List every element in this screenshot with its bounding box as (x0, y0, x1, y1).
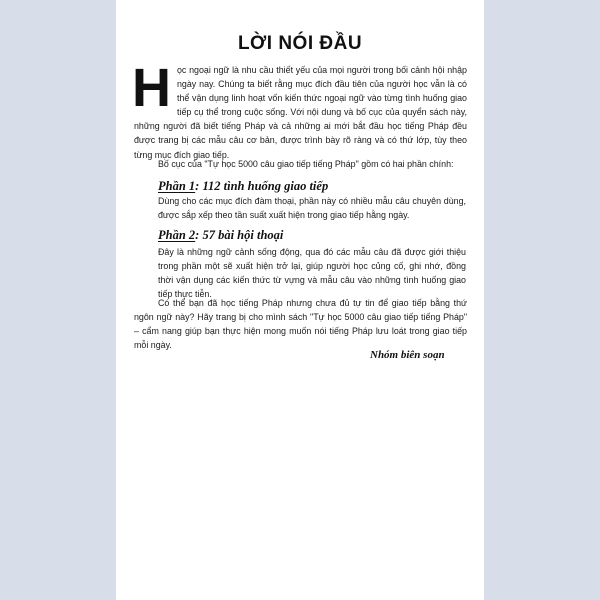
part2-heading (158, 228, 283, 243)
part1-description: Dùng cho các mục đích đàm thoại, phần này có nhiều mẫu câu chuyên dùng, được sắp xếp theo tần suất xuất hiện trong giao tiếp hằng ngày. (158, 196, 466, 221)
page-title: LỜI NÓI ĐẦU (237, 33, 363, 54)
closing-after: – cẩm nang giúp bạn thực hiện mong muốn nói tiếng Pháp lưu loát trong giao tiếp mỗi ngày. (134, 326, 467, 351)
structure-book-title: "Tự học 5000 câu giao tiếp tiếng Pháp" (204, 159, 359, 169)
background-right (484, 0, 600, 600)
background-left (0, 0, 116, 600)
structure-after: gồm có hai phần chính: (358, 159, 454, 169)
structure-paragraph (134, 157, 467, 171)
part1-label: Phần 1 (158, 179, 196, 193)
intro-text: ọc ngoại ngữ là nhu cầu thiết yếu của mọi người trong bối cảnh hội nhập ngày nay. Chúng ta biết rằng mục đích đầu tiên của người học vẫn là có thể vận dụng linh hoạt vốn kiến thức ngoại ngữ vào từng tình huống giao tiếp cụ thể trong cuộc sống. Với nội dung và bố cục của quyển sách này, những người đã biết tiếng Pháp và cả những ai mới bắt đầu học tiếng Pháp đều được trang bị các mẫu câu cơ bản, được trình bày rõ ràng và có thứ lớp, tùy theo từng mục đích giao tiếp. (134, 65, 467, 160)
part1-title: : 112 tình huống giao tiếp (195, 179, 329, 193)
closing-paragraph (134, 296, 467, 352)
part2-label: Phần 2 (158, 228, 196, 242)
signature: Nhóm biên soạn (370, 349, 445, 361)
book-page (116, 0, 484, 600)
closing-before: Có thể bạn đã học tiếng Pháp nhưng chưa đủ tự tin để giao tiếp bằng thứ ngôn ngữ này? Hãy trang bị cho mình sách (134, 298, 467, 323)
closing-book-title: "Tự học 5000 câu giao tiếp tiếng Pháp" (310, 312, 467, 323)
part2-description: Đây là những ngữ cảnh sống động, qua đó các mẫu câu đã được giới thiệu trong phần một sẽ xuất hiện trở lại, giúp người học củng cố, ghi nhớ, đồng thời vận dụng các kiến thức từ vựng và mẫu câu vào những tình huống giao tiếp thực tiễn. (158, 247, 466, 300)
part1-heading (158, 179, 328, 194)
structure-before: Bố cục của (158, 159, 205, 169)
part2-title: : 57 bài hội thoại (195, 228, 284, 242)
dropcap: H (132, 58, 171, 118)
intro-paragraph (132, 58, 467, 162)
